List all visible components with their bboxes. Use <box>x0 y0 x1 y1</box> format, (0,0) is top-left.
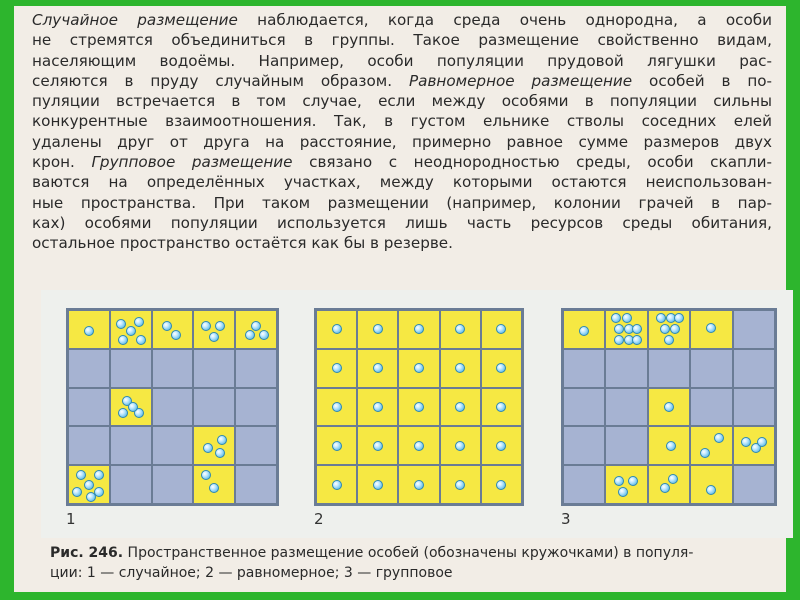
text-line <box>32 193 772 213</box>
individual-dot <box>332 363 342 373</box>
individual-dot <box>496 402 506 412</box>
habitat-cell-occupied <box>193 310 235 349</box>
habitat-cell-occupied <box>316 388 357 427</box>
text-segment: ках) особями популяции используется лишь часть ресурсов среды обитания, <box>32 213 772 232</box>
text-segment: ваются на определённых участках, между которыми остаются неиспользован- <box>32 173 772 192</box>
text-line <box>32 71 772 91</box>
text-line <box>32 152 772 172</box>
habitat-cell-empty <box>733 465 775 504</box>
individual-dot <box>674 313 684 323</box>
individual-dot <box>118 408 128 418</box>
term-italic: Равномерное размещение <box>408 71 633 90</box>
habitat-cell-empty <box>152 388 194 427</box>
habitat-cell-empty <box>690 388 732 427</box>
habitat-cell-empty <box>648 349 690 388</box>
individual-dot <box>496 324 506 334</box>
distribution-grid-3 <box>561 308 777 506</box>
body-text <box>32 10 772 254</box>
individual-dot <box>373 363 383 373</box>
habitat-cell-occupied <box>733 426 775 465</box>
habitat-cell-occupied <box>110 310 152 349</box>
individual-dot <box>414 441 424 451</box>
individual-dot <box>217 435 227 445</box>
habitat-cell-empty <box>152 426 194 465</box>
text-segment: конкурентные взаимоотношения. Так, в густом ельнике стволы соседних елей <box>32 112 772 131</box>
individual-dot <box>332 324 342 334</box>
habitat-cell-occupied <box>398 465 439 504</box>
individual-dot <box>373 402 383 412</box>
habitat-cell-occupied <box>648 465 690 504</box>
text-line <box>32 10 772 30</box>
individual-dot <box>94 470 104 480</box>
text-segment: ные пространства. При таком размещении (например, колонии грачей в пар- <box>32 193 772 212</box>
habitat-cell-empty <box>563 388 605 427</box>
individual-dot <box>664 335 674 345</box>
habitat-cell-occupied <box>193 465 235 504</box>
individual-dot <box>259 330 269 340</box>
individual-dot <box>660 324 670 334</box>
individual-dot <box>414 480 424 490</box>
individual-dot <box>757 437 767 447</box>
figure-caption <box>50 543 770 583</box>
text-segment: удалены друг от друга на расстояние, примерно равное сумме размеров двух <box>32 132 772 151</box>
habitat-cell-occupied <box>316 465 357 504</box>
habitat-cell-empty <box>110 465 152 504</box>
individual-dot <box>656 313 666 323</box>
individual-dot <box>496 363 506 373</box>
individual-dot <box>414 324 424 334</box>
individual-dot <box>632 324 642 334</box>
individual-dot <box>741 437 751 447</box>
habitat-cell-empty <box>68 426 110 465</box>
habitat-cell-occupied <box>440 349 481 388</box>
habitat-cell-occupied <box>398 388 439 427</box>
habitat-cell-occupied <box>648 310 690 349</box>
text-segment: селяются в пруду случайным образом. <box>32 71 409 90</box>
individual-dot <box>614 476 624 486</box>
habitat-cell-empty <box>110 349 152 388</box>
text-line <box>32 91 772 111</box>
individual-dot <box>76 470 86 480</box>
habitat-cell-occupied <box>481 426 522 465</box>
habitat-cell-empty <box>690 349 732 388</box>
habitat-cell-empty <box>235 465 277 504</box>
individual-dot <box>618 487 628 497</box>
individual-dot <box>455 324 465 334</box>
habitat-cell-occupied <box>648 426 690 465</box>
individual-dot <box>201 470 211 480</box>
text-line <box>32 51 772 71</box>
habitat-cell-empty <box>733 310 775 349</box>
distribution-grid-2 <box>314 308 524 506</box>
text-line <box>32 172 772 192</box>
habitat-cell-empty <box>68 349 110 388</box>
individual-dot <box>611 313 621 323</box>
habitat-cell-occupied <box>152 310 194 349</box>
individual-dot <box>373 441 383 451</box>
individual-dot <box>126 326 136 336</box>
habitat-cell-empty <box>235 349 277 388</box>
term-italic: Групповое размещение <box>91 153 293 172</box>
individual-dot <box>136 335 146 345</box>
habitat-cell-empty <box>563 465 605 504</box>
individual-dot <box>72 487 82 497</box>
habitat-cell-occupied <box>316 426 357 465</box>
habitat-cell-empty <box>733 388 775 427</box>
text-line <box>32 132 772 152</box>
individual-dot <box>203 443 213 453</box>
habitat-cell-empty <box>193 388 235 427</box>
individual-dot <box>84 480 94 490</box>
caption-label: Рис. 246. <box>50 545 124 561</box>
habitat-cell-occupied <box>357 465 398 504</box>
text-segment: пуляции встречается в том случае, если между особями в популяции сильны <box>32 92 772 111</box>
individual-dot <box>714 433 724 443</box>
habitat-cell-occupied <box>235 310 277 349</box>
text-line <box>32 30 772 50</box>
habitat-cell-occupied <box>357 426 398 465</box>
individual-dot <box>455 480 465 490</box>
individual-dot <box>201 321 211 331</box>
individual-dot <box>162 321 172 331</box>
individual-dot <box>373 480 383 490</box>
habitat-cell-occupied <box>605 465 647 504</box>
text-line <box>32 213 772 233</box>
individual-dot <box>455 402 465 412</box>
individual-dot <box>209 483 219 493</box>
grid-number-label: 3 <box>561 510 571 528</box>
individual-dot <box>706 323 716 333</box>
term-italic: Случайное размещение <box>32 11 238 29</box>
individual-dot <box>118 335 128 345</box>
individual-dot <box>116 319 126 329</box>
individual-dot <box>332 480 342 490</box>
text-segment: наблюдается, когда среда очень однородна, а особи <box>237 11 773 29</box>
caption-text-line1: Пространственное размещение особей (обозначены кружочками) в популя- <box>123 545 694 561</box>
habitat-cell-empty <box>193 349 235 388</box>
individual-dot <box>86 492 96 502</box>
habitat-cell-occupied <box>398 310 439 349</box>
habitat-cell-empty <box>68 388 110 427</box>
caption-text-line2: ции: 1 — случайное; 2 — равномерное; 3 — групповое <box>50 565 453 581</box>
individual-dot <box>660 483 670 493</box>
individual-dot <box>666 441 676 451</box>
habitat-cell-empty <box>152 349 194 388</box>
text-line <box>32 233 772 253</box>
individual-dot <box>332 402 342 412</box>
text-segment: остальное пространство остаётся как бы в резерве. <box>32 234 453 253</box>
text-segment: населяющим водоёмы. Например, особи популяции прудовой лягушки рас- <box>32 51 772 70</box>
habitat-cell-empty <box>605 349 647 388</box>
habitat-cell-occupied <box>398 426 439 465</box>
individual-dot <box>251 321 261 331</box>
individual-dot <box>332 441 342 451</box>
individual-dot <box>414 402 424 412</box>
habitat-cell-occupied <box>481 388 522 427</box>
habitat-cell-occupied <box>357 349 398 388</box>
grid-number-label: 2 <box>314 510 324 528</box>
individual-dot <box>373 324 383 334</box>
habitat-cell-empty <box>110 426 152 465</box>
individual-dot <box>84 326 94 336</box>
habitat-cell-occupied <box>316 310 357 349</box>
individual-dot <box>579 326 589 336</box>
individual-dot <box>496 480 506 490</box>
text-segment: крон. <box>32 153 92 172</box>
individual-dot <box>622 313 632 323</box>
individual-dot <box>245 330 255 340</box>
habitat-cell-empty <box>563 426 605 465</box>
habitat-cell-occupied <box>481 310 522 349</box>
habitat-cell-occupied <box>440 388 481 427</box>
grid-number-label: 1 <box>66 510 76 528</box>
individual-dot <box>614 335 624 345</box>
individual-dot <box>215 321 225 331</box>
text-segment: связано с неоднородностью среды, особи скапли- <box>292 153 772 172</box>
habitat-cell-occupied <box>316 349 357 388</box>
habitat-cell-empty <box>235 426 277 465</box>
habitat-cell-empty <box>733 349 775 388</box>
habitat-cell-occupied <box>481 465 522 504</box>
text-segment: особей в по- <box>632 71 773 90</box>
individual-dot <box>455 363 465 373</box>
text-line <box>32 111 772 131</box>
habitat-cell-empty <box>235 388 277 427</box>
textbook-page <box>14 6 786 592</box>
habitat-cell-occupied <box>481 349 522 388</box>
habitat-cell-occupied <box>440 310 481 349</box>
habitat-cell-occupied <box>193 426 235 465</box>
individual-dot <box>128 402 138 412</box>
individual-dot <box>455 441 465 451</box>
individual-dot <box>171 330 181 340</box>
individual-dot <box>215 448 225 458</box>
individual-dot <box>628 476 638 486</box>
habitat-cell-occupied <box>398 349 439 388</box>
habitat-cell-occupied <box>690 465 732 504</box>
habitat-cell-occupied <box>357 388 398 427</box>
habitat-cell-occupied <box>648 388 690 427</box>
individual-dot <box>134 317 144 327</box>
habitat-cell-occupied <box>563 310 605 349</box>
habitat-cell-occupied <box>605 310 647 349</box>
habitat-cell-occupied <box>690 426 732 465</box>
habitat-cell-empty <box>152 465 194 504</box>
habitat-cell-empty <box>605 388 647 427</box>
individual-dot <box>209 332 219 342</box>
habitat-cell-occupied <box>357 310 398 349</box>
habitat-cell-occupied <box>440 426 481 465</box>
figure-246 <box>41 290 793 538</box>
individual-dot <box>664 402 674 412</box>
individual-dot <box>700 448 710 458</box>
habitat-cell-occupied <box>690 310 732 349</box>
habitat-cell-occupied <box>440 465 481 504</box>
individual-dot <box>668 474 678 484</box>
individual-dot <box>632 335 642 345</box>
individual-dot <box>414 363 424 373</box>
text-segment: не стремятся объединиться в группы. Такое размещение свойственно видам, <box>32 31 772 50</box>
habitat-cell-occupied <box>68 465 110 504</box>
habitat-cell-empty <box>605 426 647 465</box>
individual-dot <box>614 324 624 334</box>
individual-dot <box>706 485 716 495</box>
individual-dot <box>496 441 506 451</box>
habitat-cell-empty <box>563 349 605 388</box>
individual-dot <box>670 324 680 334</box>
habitat-cell-occupied <box>68 310 110 349</box>
distribution-grid-1 <box>66 308 279 506</box>
habitat-cell-occupied <box>110 388 152 427</box>
